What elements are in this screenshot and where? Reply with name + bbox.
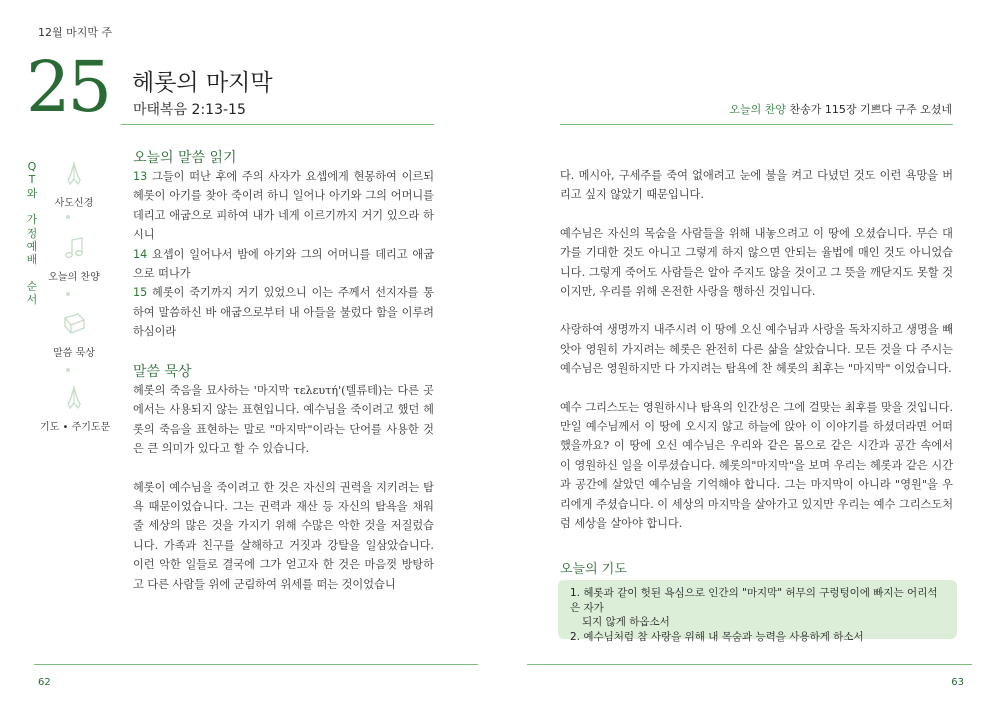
week-label: 12월 마지막 주 [38, 26, 113, 39]
meditation-paragraph: 예수 그리스도는 영원하시나 탐욕의 인간성은 그에 걸맞는 최후를 맞을 것입니다. 만일 예수님께서 이 땅에 오시지 않고 하늘에 앉아 이 이야기를 하셨더라면 어떠했을까요? 이 땅에 오신 예수님은 우리와 같은 몸으로 같은 시간과 공간 속에서 이 영원하신 일을 이루셨습니다. 헤롯의"마지막"을 보며 우리는 헤롯과 같은 시간과 공간에 살았던 예수님을 기억해야 합니다. 그는 마지막이 아니라 "영원"을 우리에게 주셨습니다. 이 세상의 마지막을 살아가고 있지만 우리는 예수 그리스도처럼 세상을 살아야 합니다. [560, 400, 953, 531]
scripture-reference: 마태복음 2:13-15 [133, 102, 246, 118]
sidebar-dot [66, 215, 70, 219]
meditation-heading: 말씀 묵상 [133, 364, 192, 380]
verse: 15 헤롯이 죽기까지 거기 있었으니 이는 주께서 선지자를 통하여 말씀하신 바 애굽으로부터 내 아들을 불렀다 함을 이루려 하심이라 [133, 286, 434, 339]
day-number: 25 [26, 46, 110, 128]
sidebar-vertical-title: Q T 와 가 정 예 배 순 서 [26, 160, 38, 307]
page-number-right: 63 [951, 677, 964, 688]
hymn-text: 찬송가 115장 기쁘다 구주 오셨네 [786, 103, 952, 116]
page-number-left: 62 [38, 677, 51, 688]
meditation-paragraph: 헤롯의 죽음을 묘사하는 '마지막 τελευτή'(텔류테)는 다른 곳에서는 사용되지 않는 표현입니다. 예수님을 죽이려고 했던 헤롯의 죽음을 표현하는 말로 "마지막"이라는 단어를 사용한 것은 큰 의미가 있다고 할 수 있습니다. [133, 384, 434, 456]
sidebar-item-hymn: 오늘의 찬양 [40, 234, 108, 283]
verse: 14 요셉이 일어나서 밤에 아기와 그의 어머니를 데리고 애굽으로 떠나가 [133, 247, 434, 281]
verse: 13 그들이 떠난 후에 주의 사자가 요셉에게 현몽하여 이르되 헤롯이 아기를 찾아 죽이려 하니 일어나 아기와 그의 어머니를 데리고 애굽으로 피하여 내가 네게 이르기까지 거기 있으라 하시니 [133, 170, 434, 242]
sidebar-item-prayer: 기도 • 주기도문 [40, 384, 108, 433]
praying-hands-icon [60, 160, 88, 188]
prayer-item: 1. 헤롯과 같이 헛된 욕심으로 인간의 "마지막" 허무의 구렁텅이에 빠지는 어리석은 자가 [570, 587, 938, 614]
sidebar-item-meditation: 말씀 묵상 [40, 310, 108, 359]
header-rule-left [121, 124, 434, 125]
sidebar-dot [66, 368, 70, 372]
music-note-icon [60, 234, 88, 262]
praying-hands-icon [60, 384, 88, 412]
prayer-heading: 오늘의 기도 [560, 562, 627, 577]
meditation-left [133, 381, 434, 594]
sidebar-item-creed: 사도신경 [40, 160, 108, 209]
bible-book-icon [60, 310, 88, 338]
footer-rule-right [527, 664, 972, 665]
hymn-label: 오늘의 찬양 [729, 103, 786, 116]
meditation-right [560, 166, 953, 534]
reading-heading: 오늘의 말씀 읽기 [133, 150, 237, 166]
meditation-paragraph: 사랑하여 생명까지 내주시려 이 땅에 오신 예수님과 사랑을 독차지하고 생명을 빼앗아 영원히 가지려는 헤롯은 완전히 다른 삶을 살았습니다. 모든 것을 다 주시는 예수님은 영원하지만 다 가지려는 탐욕에 찬 헤롯의 최후는 "마지막" 이었습니다. [560, 323, 953, 376]
hymn-info [729, 101, 952, 117]
footer-rule-left [34, 664, 478, 665]
meditation-paragraph: 예수님은 자신의 목숨을 사람들을 위해 내놓으려고 이 땅에 오셨습니다. 무슨 대가를 기대한 것도 아니고 그렇게 하지 않으면 안되는 율법에 매인 것도 아니었습니다. 그렇게 죽어도 사람들은 알아 주지도 않을 것이고 그 뜻을 깨닫지도 못할 것이지만, 우리를 위해 온전한 사랑을 행하신 것입니다. [560, 226, 953, 299]
reading-verses [133, 167, 434, 342]
prayer-item: 되지 않게 하옵소서 [582, 616, 670, 628]
prayer-item: 2. 예수님처럼 참 사랑을 위해 내 목숨과 능력을 사용하게 하소서 [570, 630, 864, 643]
meditation-paragraph: 다. 메시아, 구세주를 죽여 없애려고 눈에 불을 켜고 다녔던 것도 이런 욕망을 버리고 싶지 않았기 때문입니다. [560, 169, 953, 202]
sidebar-dot [66, 292, 70, 296]
prayer-box [558, 580, 957, 643]
page-title: 헤롯의 마지막 [132, 70, 273, 96]
meditation-paragraph: 헤롯이 예수님을 죽이려고 한 것은 자신의 권력을 지키려는 탐욕 때문이었습니다. 그는 권력과 재산 등 자신의 탐욕을 채워줄 세상의 많은 것을 가지기 위해 수많은 악한 것을 저질렀습니다. 가족과 친구를 살해하고 거짓과 강탈을 일삼았습니다. 이런 악한 일들로 결국에 그가 얻고자 한 것은 마음껏 방탕하고 다른 사람들 위에 군림하여 위세를 떠는 것이었습니 [133, 480, 434, 591]
header-rule-right [560, 124, 953, 125]
